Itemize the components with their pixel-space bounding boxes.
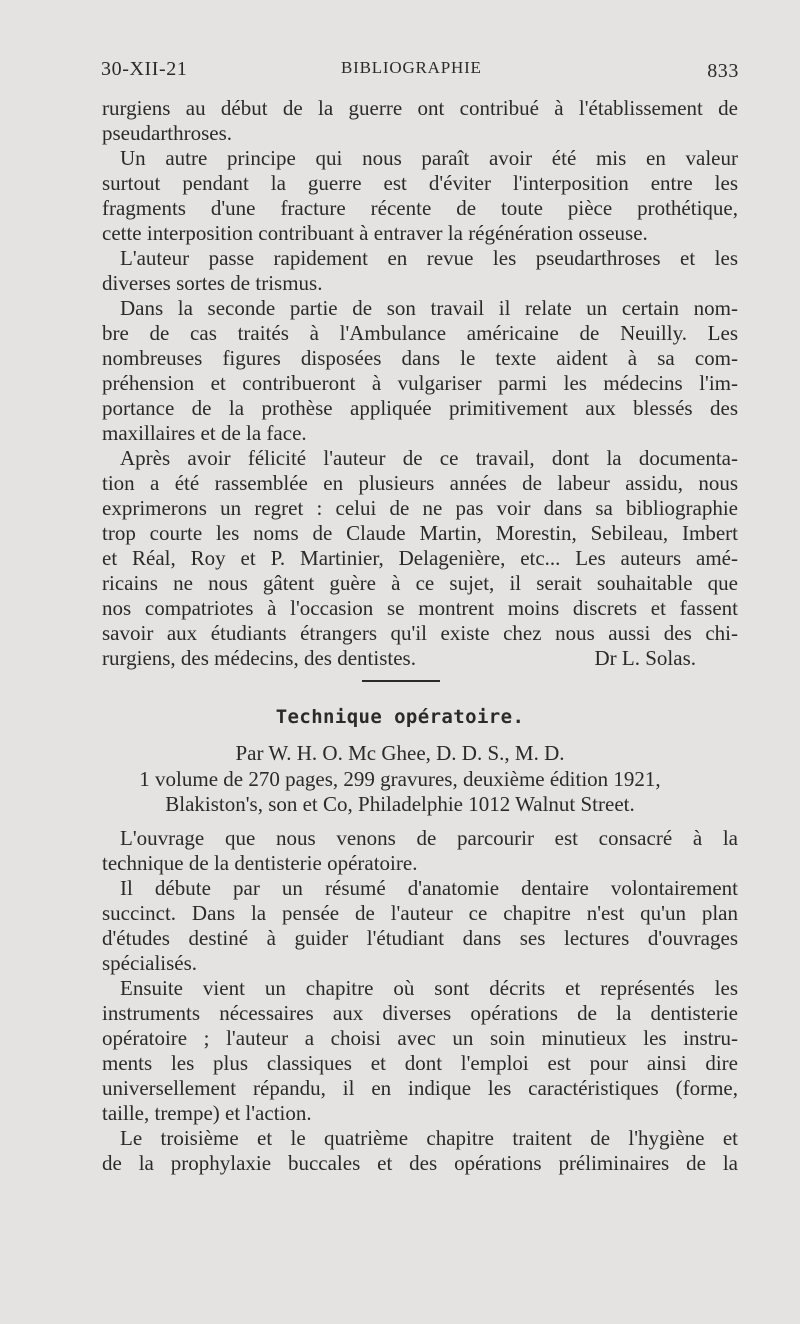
text-line: L'auteur passe rapidement en revue les pseudarthroses et les (120, 246, 738, 270)
text-line: instruments nécessaires aux diverses opérations de la dentisterie (102, 1001, 738, 1025)
closing-text: rurgiens, des médecins, des dentistes. (102, 646, 416, 670)
text-line: d'études destiné à guider l'étudiant dans ses lectures d'ouvrages (102, 926, 738, 950)
review-2-body (102, 826, 738, 1176)
page-number: 833 (707, 60, 739, 82)
reviewer-signature: Dr L. Solas. (594, 646, 696, 670)
text-line: maxillaires et de la face. (102, 421, 307, 445)
text-line: exprimerons un regret : celui de ne pas voir dans sa bibliographie (102, 496, 738, 520)
text-line: surtout pendant la guerre est d'éviter l'interposition entre les (102, 171, 738, 195)
text-line: opératoire ; l'auteur a choisi avec un soin minutieux les instru- (102, 1026, 738, 1050)
text-line: Un autre principe qui nous paraît avoir été mis en valeur (120, 146, 738, 170)
text-line: fragments d'une fracture récente de toute pièce prothétique, (102, 196, 738, 220)
running-header (101, 58, 739, 86)
review-2-publisher: Blakiston's, son et Co, Philadelphie 1012 Walnut Street. (165, 792, 635, 816)
text-line: Dans la seconde partie de son travail il relate un certain nom- (120, 296, 738, 320)
text-line (102, 646, 738, 671)
review-2-title: Technique opératoire. (275, 706, 525, 728)
text-line: bre de cas traités à l'Ambulance américaine de Neuilly. Les (102, 321, 738, 345)
text-line: Ensuite vient un chapitre où sont décrits et représentés les (120, 976, 738, 1000)
text-line: spécialisés. (102, 951, 198, 975)
text-line: succinct. Dans la pensée de l'auteur ce chapitre n'est qu'un plan (102, 901, 738, 925)
review-2-publication-info: 1 volume de 270 pages, 299 gravures, deuxième édition 1921, (139, 767, 661, 791)
text-line: et Réal, Roy et P. Martinier, Delagenière, etc... Les auteurs amé- (102, 546, 738, 570)
text-line: ments les plus classiques et dont l'emploi est pour ainsi dire (102, 1051, 738, 1075)
review-1-body (102, 96, 738, 671)
text-line: nos compatriotes à l'occasion se montrent moins discrets et fassent (102, 596, 738, 620)
section-divider (362, 680, 440, 682)
text-line: diverses sortes de trismus. (102, 271, 323, 295)
text-line: Après avoir félicité l'auteur de ce travail, dont la documenta- (120, 446, 738, 470)
text-line: pseudarthroses. (102, 121, 233, 145)
text-line: trop courte les noms de Claude Martin, Morestin, Sebileau, Imbert (102, 521, 738, 545)
text-line: tion a été rassemblée en plusieurs années de labeur assidu, nous (102, 471, 738, 495)
text-line: préhension et contribueront à vulgariser parmi les médecins l'im- (102, 371, 738, 395)
text-line: savoir aux étudiants étrangers qu'il existe chez nous aussi des chi- (102, 621, 738, 645)
text-line: L'ouvrage que nous venons de parcourir est consacré à la (120, 826, 738, 850)
text-line: cette interposition contribuant à entraver la régénération osseuse. (102, 221, 648, 245)
text-line: taille, trempe) et l'action. (102, 1101, 312, 1125)
header-section-title: BIBLIOGRAPHIE (341, 58, 482, 77)
text-line: Il débute par un résumé d'anatomie dentaire volontairement (120, 876, 738, 900)
text-line: Le troisième et le quatrième chapitre traitent de l'hygiène et (120, 1126, 738, 1150)
text-line: de la prophylaxie buccales et des opérations préliminaires de la (102, 1151, 738, 1175)
text-line: ricains ne nous gâtent guère à ce sujet, il serait souhaitable que (102, 571, 738, 595)
text-line: portance de la prothèse appliquée primitivement aux blessés des (102, 396, 738, 420)
review-2-author: Par W. H. O. Mc Ghee, D. D. S., M. D. (235, 741, 565, 765)
header-date: 30-XII-21 (101, 58, 188, 80)
text-line: technique de la dentisterie opératoire. (102, 851, 418, 875)
text-line: rurgiens au début de la guerre ont contribué à l'établissement de (102, 96, 738, 120)
text-line: universellement répandu, il en indique les caractéristiques (forme, (102, 1076, 738, 1100)
text-line: nombreuses figures disposées dans le texte aident à sa com- (102, 346, 738, 370)
